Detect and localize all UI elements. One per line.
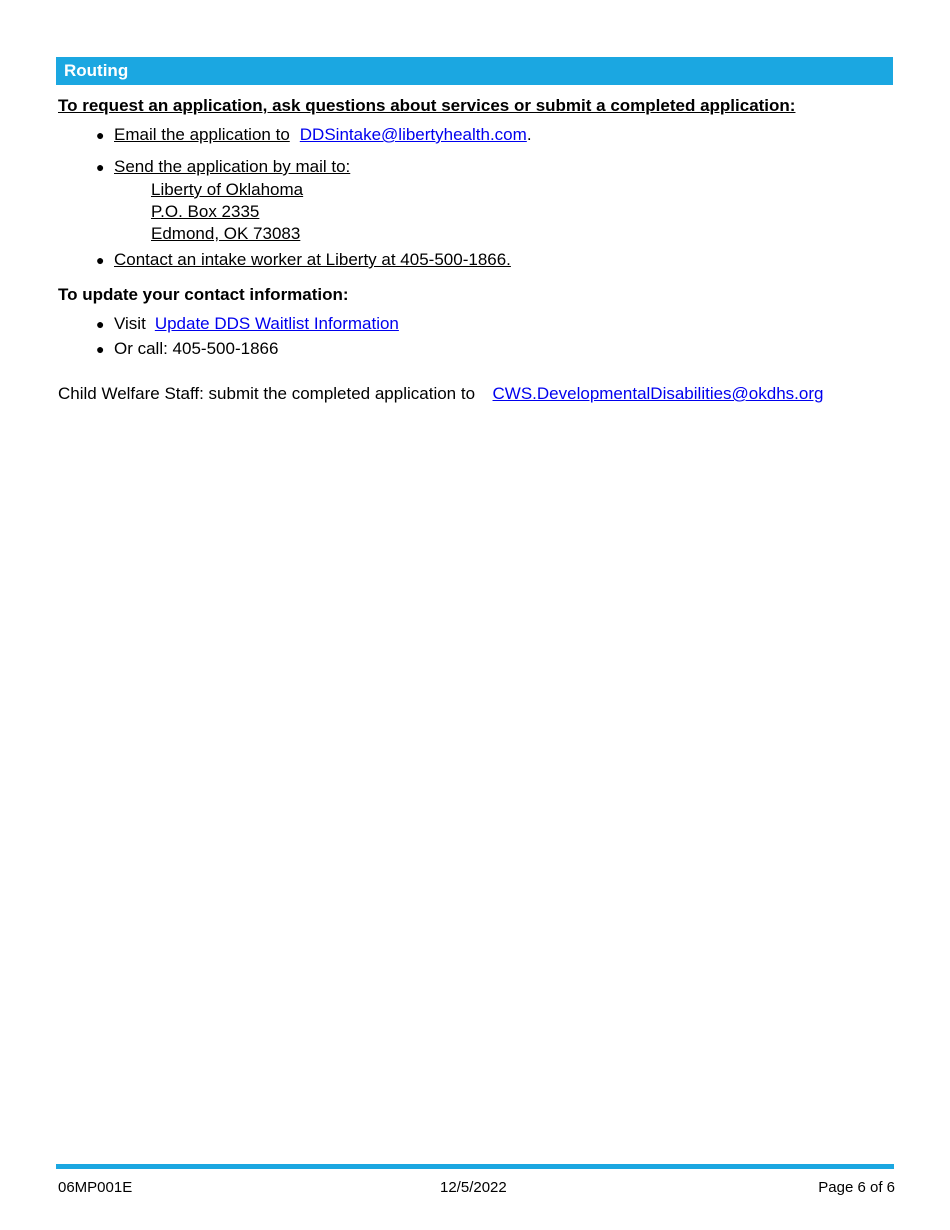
list-item-mail (96, 157, 350, 177)
waitlist-update-link[interactable]: Update DDS Waitlist Information (154, 314, 399, 333)
bullet-icon: ● (96, 127, 105, 143)
section-header-routing (56, 57, 893, 85)
bullet-icon: ● (96, 316, 105, 332)
footer-page-number: Page 6 of 6 (818, 1179, 895, 1196)
list-item-email (96, 125, 532, 145)
child-welfare-email-link[interactable]: CWS.DevelopmentalDisabilities@okdhs.org (492, 384, 824, 403)
list-item-visit (96, 314, 399, 334)
address-line-1: Liberty of Oklahoma (151, 180, 304, 199)
footer-form-id: 06MP001E (58, 1179, 133, 1196)
bullet-icon: ● (96, 252, 105, 268)
update-heading: To update your contact information: (58, 285, 349, 304)
bullet-icon: ● (96, 159, 105, 175)
footer-date: 12/5/2022 (440, 1179, 507, 1196)
section-title: Routing (64, 61, 129, 80)
list-item-call (96, 339, 278, 359)
call-text: Or call: 405-500-1866 (114, 339, 279, 358)
bullet-icon: ● (96, 341, 105, 357)
list-item-contact (96, 250, 511, 270)
address-line-2: P.O. Box 2335 (151, 202, 260, 221)
email-instruction: Email the application to (114, 125, 290, 144)
email-link[interactable]: DDSintake@libertyhealth.com (299, 125, 527, 144)
footer-divider (56, 1164, 894, 1169)
email-period: . (526, 125, 532, 144)
child-welfare-line (58, 384, 823, 404)
request-heading: To request an application, ask questions about services or submit a completed application: (58, 96, 796, 115)
address-line-3: Edmond, OK 73083 (151, 224, 301, 243)
child-welfare-text: Child Welfare Staff: submit the completed application to (58, 384, 476, 403)
contact-instruction: Contact an intake worker at Liberty at 405-500-1866. (114, 250, 511, 269)
mail-instruction: Send the application by mail to: (114, 157, 351, 176)
visit-text: Visit (114, 314, 146, 333)
